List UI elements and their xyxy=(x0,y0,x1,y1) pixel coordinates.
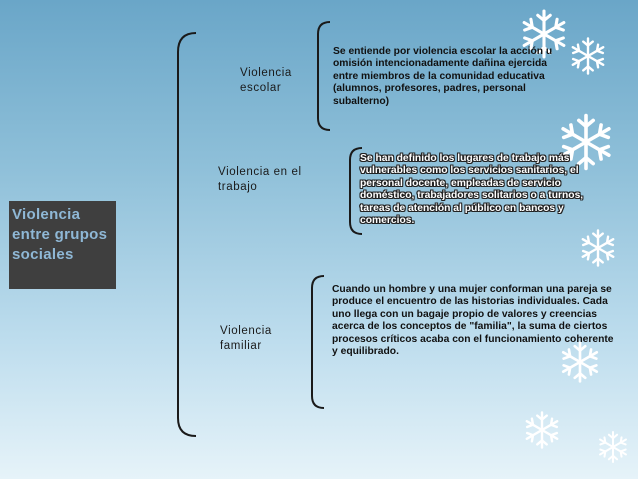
branch-label-trabajo: Violencia en el trabajo xyxy=(218,166,302,193)
snowflake-icon xyxy=(578,228,618,268)
branch-description-familiar: Cuando un hombre y una mujer conforman una pareja se produce el encuentro de las historias individuales. Cada uno llega con un bagaje propio de valores y creencias acerca de los conceptos de "familia", la suma de ciertos procesos críticos acaba con el funcionamiento coherente y equilibrado. xyxy=(332,284,614,358)
snowflake-icon xyxy=(596,430,630,464)
branch-label-escolar: Violencia escolar xyxy=(240,67,292,94)
branch-description-trabajo: Se han definido los lugares de trabajo más vulnerables como los servicios sanitarios, el personal docente, empleadas de servicio doméstico, trabajadores solitarios o a turnos, tareas de atención al público en bancos y comercios. xyxy=(360,153,584,227)
snowflake-icon xyxy=(568,36,608,76)
bracket-familiar xyxy=(312,276,324,408)
snowflake-icon xyxy=(522,410,562,450)
main-bracket xyxy=(178,33,196,436)
branch-label-familiar: Violencia familiar xyxy=(220,325,272,352)
branch-description-escolar: Se entiende por violencia escolar la acción u omisión intencionadamente dañina ejercida entre miembros de la comunidad educativa (alumnos, profesores, padres, personal subalterno) xyxy=(333,46,553,107)
root-box: Violencia entre grupos sociales xyxy=(9,201,116,289)
